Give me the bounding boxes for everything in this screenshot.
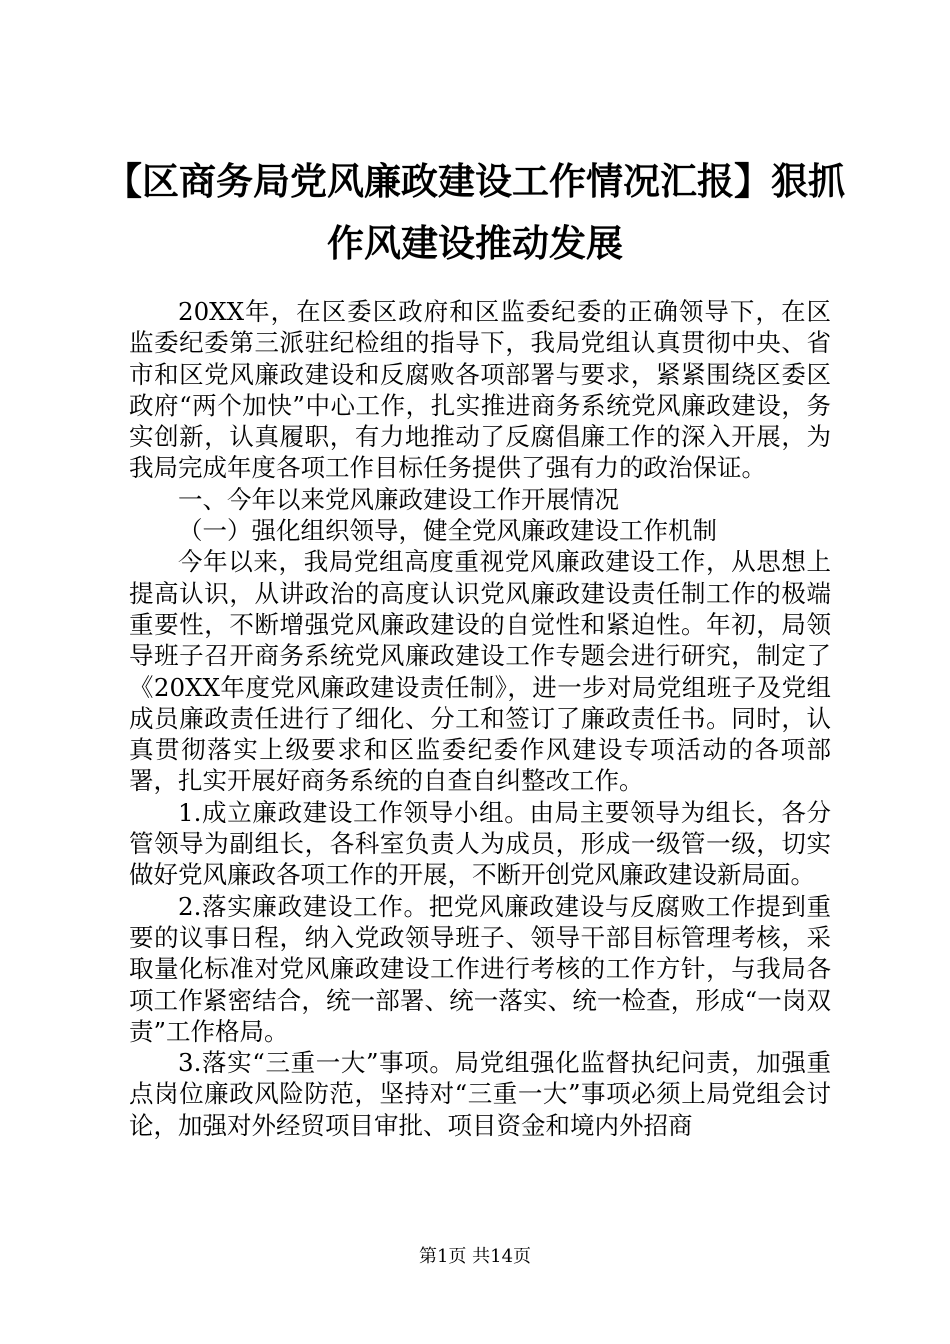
document-title-line-1: 【区商务局党风廉政建设工作情况汇报】狠抓	[105, 160, 845, 203]
paragraph-overview: 今年以来，我局党组高度重视党风廉政建设工作，从思想上提高认识，从讲政治的高度认识党风廉政建设责任制工作的极端重要性，不断增强党风廉政建设的自觉性和紧迫性。年初，局领导班子召开商务系统党风廉政建设工作专题会进行研究，制定了《20XX年度党风廉政建设责任制》，进一步对局党组班子及党组成员廉政责任进行了细化、分工和签订了廉政责任书。同时，认真贯彻落实上级要求和区监委纪委作风建设专项活动的各项部署，扎实开展好商务系统的自查自纠整改工作。	[129, 547, 831, 796]
section-heading: 一、今年以来党风廉政建设工作开展情况	[178, 484, 619, 514]
subsection-heading: （一）强化组织领导，健全党风廉政建设工作机制	[178, 516, 717, 546]
document-body	[129, 296, 831, 1141]
paragraph-intro: 20XX年，在区委区政府和区监委纪委的正确领导下，在区监委纪委第三派驻纪检组的指导下，我局党组认真贯彻中央、省市和区党风廉政建设和反腐败各项部署与要求，紧紧围绕区委区政府“两个加快”中心工作，扎实推进商务系统党风廉政建设，务实创新，认真履职，有力地推动了反腐倡廉工作的深入开展，为我局完成年度各项工作目标任务提供了强有力的政治保证。	[129, 297, 831, 483]
list-item-2: 2.落实廉政建设工作。把党风廉政建设与反腐败工作提到重要的议事日程，纳入党政领导班子、领导干部目标管理考核，采取量化标准对党风廉政建设工作进行考核的工作方针，与我局各项工作紧密结合，统一部署、统一落实、统一检查，形成“一岗双责”工作格局。	[129, 891, 831, 1046]
page-number-footer: 第1页 共14页	[418, 1246, 532, 1267]
document-title-line-2: 作风建设推动发展	[327, 222, 623, 265]
list-item-3: 3.落实“三重一大”事项。局党组强化监督执纪问责，加强重点岗位廉政风险防范，坚持对“三重一大”事项必须上局党组会讨论，加强对外经贸项目审批、项目资金和境内外招商	[129, 1048, 831, 1140]
list-item-1: 1.成立廉政建设工作领导小组。由局主要领导为组长，各分管领导为副组长，各科室负责人为成员，形成一级管一级，切实做好党风廉政各项工作的开展，不断开创党风廉政建设新局面。	[129, 797, 831, 890]
